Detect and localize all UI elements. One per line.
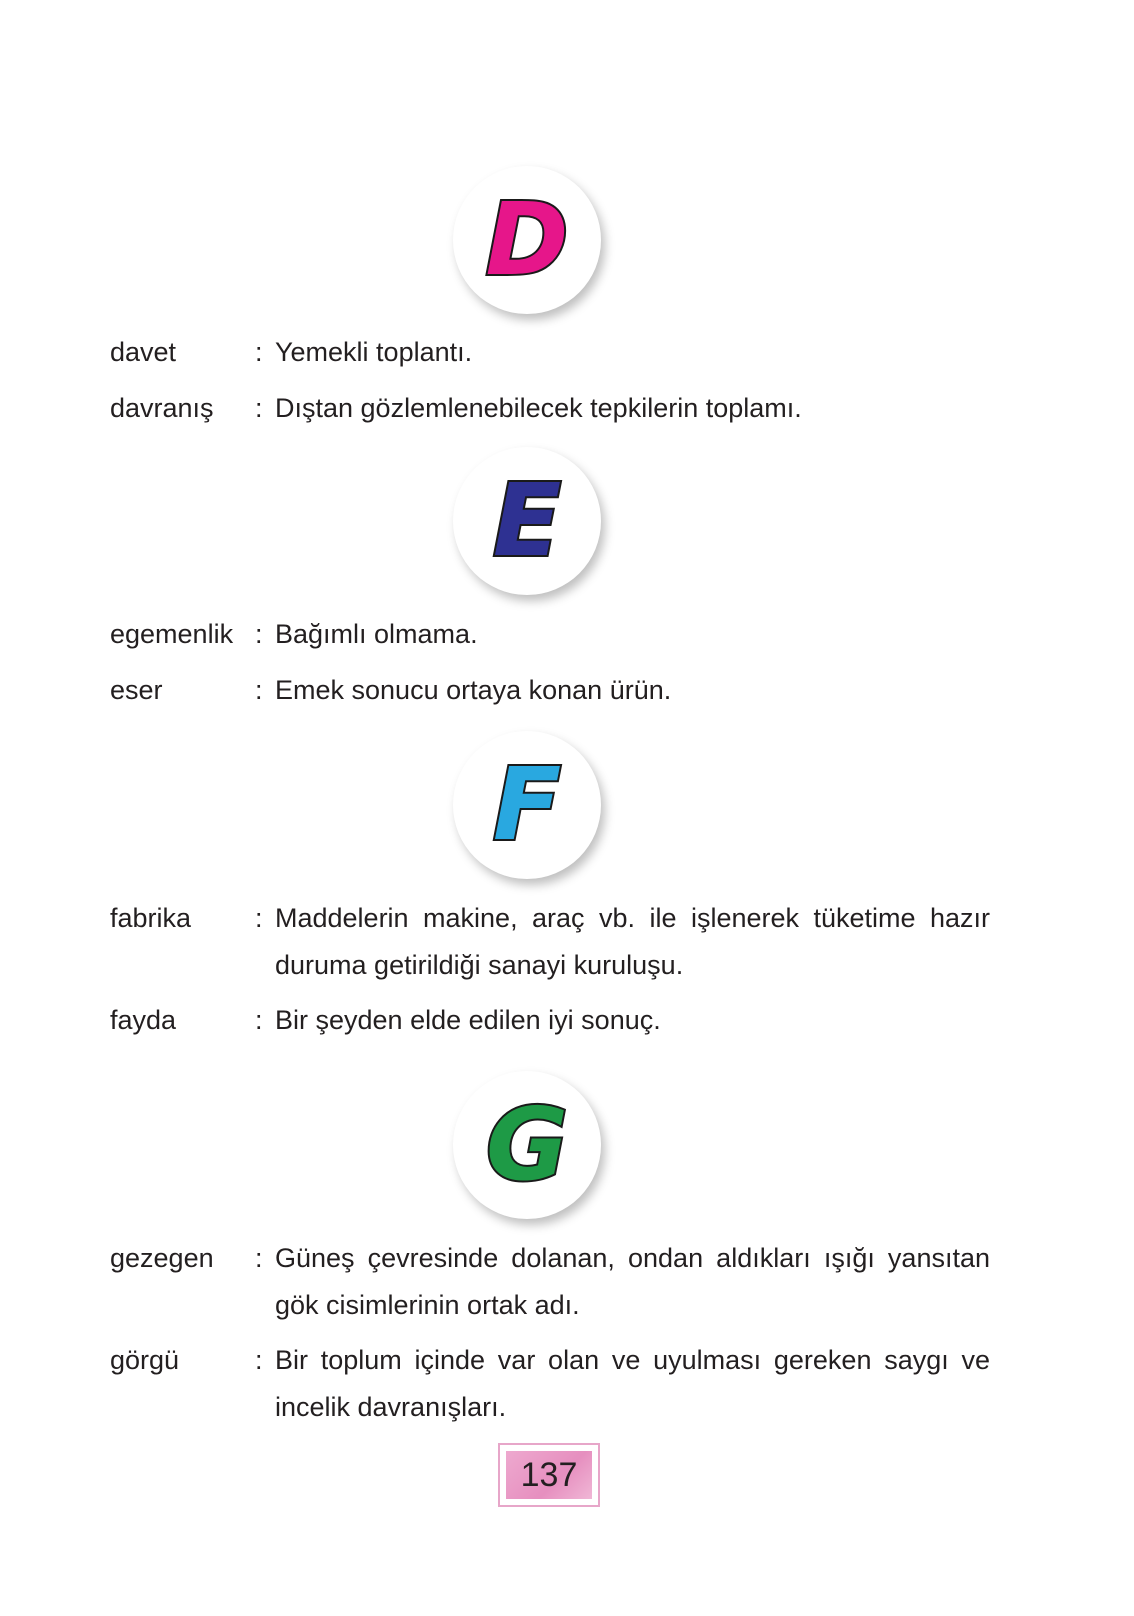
page-number-box — [498, 1443, 600, 1507]
term: eser — [110, 675, 163, 705]
glossary-entry — [110, 1337, 990, 1431]
colon: : — [255, 903, 263, 933]
glossary-entry — [110, 385, 990, 432]
term: egemenlik — [110, 619, 234, 649]
letter-e: E — [492, 462, 562, 579]
letter-badge-d — [453, 166, 601, 314]
glossary-entry — [110, 329, 990, 376]
letter-g: G — [485, 1086, 569, 1203]
glossary-entry — [110, 895, 990, 989]
letter-badge-e — [453, 447, 601, 595]
definition: Bir şeyden elde edilen iyi sonuç. — [275, 1005, 661, 1035]
letter-badge-f — [453, 731, 601, 879]
glossary-entry — [110, 611, 990, 658]
term: gezegen — [110, 1243, 214, 1273]
definition: Yemekli toplantı. — [275, 337, 473, 367]
definition: Bağımlı olmama. — [275, 619, 478, 649]
glossary-entry — [110, 667, 990, 714]
term: davranış — [110, 393, 214, 423]
page-number: 137 — [520, 1455, 578, 1494]
definition: Güneş çevresinde dolanan, ondan aldıkları ışığı yansıtan gök cisimlerinin ortak adı. — [275, 1243, 990, 1320]
colon: : — [255, 337, 263, 367]
colon: : — [255, 1345, 263, 1375]
term: fabrika — [110, 903, 192, 933]
colon: : — [255, 619, 263, 649]
term: davet — [110, 337, 177, 367]
term: fayda — [110, 1005, 177, 1035]
glossary-entry — [110, 1235, 990, 1329]
definition: Bir toplum içinde var olan ve uyulması gereken saygı ve incelik davranışları. — [275, 1345, 990, 1422]
definition: Emek sonucu ortaya konan ürün. — [275, 675, 672, 705]
term: görgü — [110, 1345, 180, 1375]
definition: Dıştan gözlemlenebilecek tepkilerin toplamı. — [275, 393, 802, 423]
colon: : — [255, 1243, 263, 1273]
glossary-entry — [110, 997, 990, 1044]
letter-f: F — [492, 746, 562, 863]
letter-d: D — [485, 181, 569, 298]
definition: Maddelerin makine, araç vb. ile işlenerek tüketime hazır duruma getirildiği sanayi kuruluşu. — [275, 903, 990, 980]
letter-badge-g — [453, 1071, 601, 1219]
colon: : — [255, 393, 263, 423]
colon: : — [255, 675, 263, 705]
colon: : — [255, 1005, 263, 1035]
